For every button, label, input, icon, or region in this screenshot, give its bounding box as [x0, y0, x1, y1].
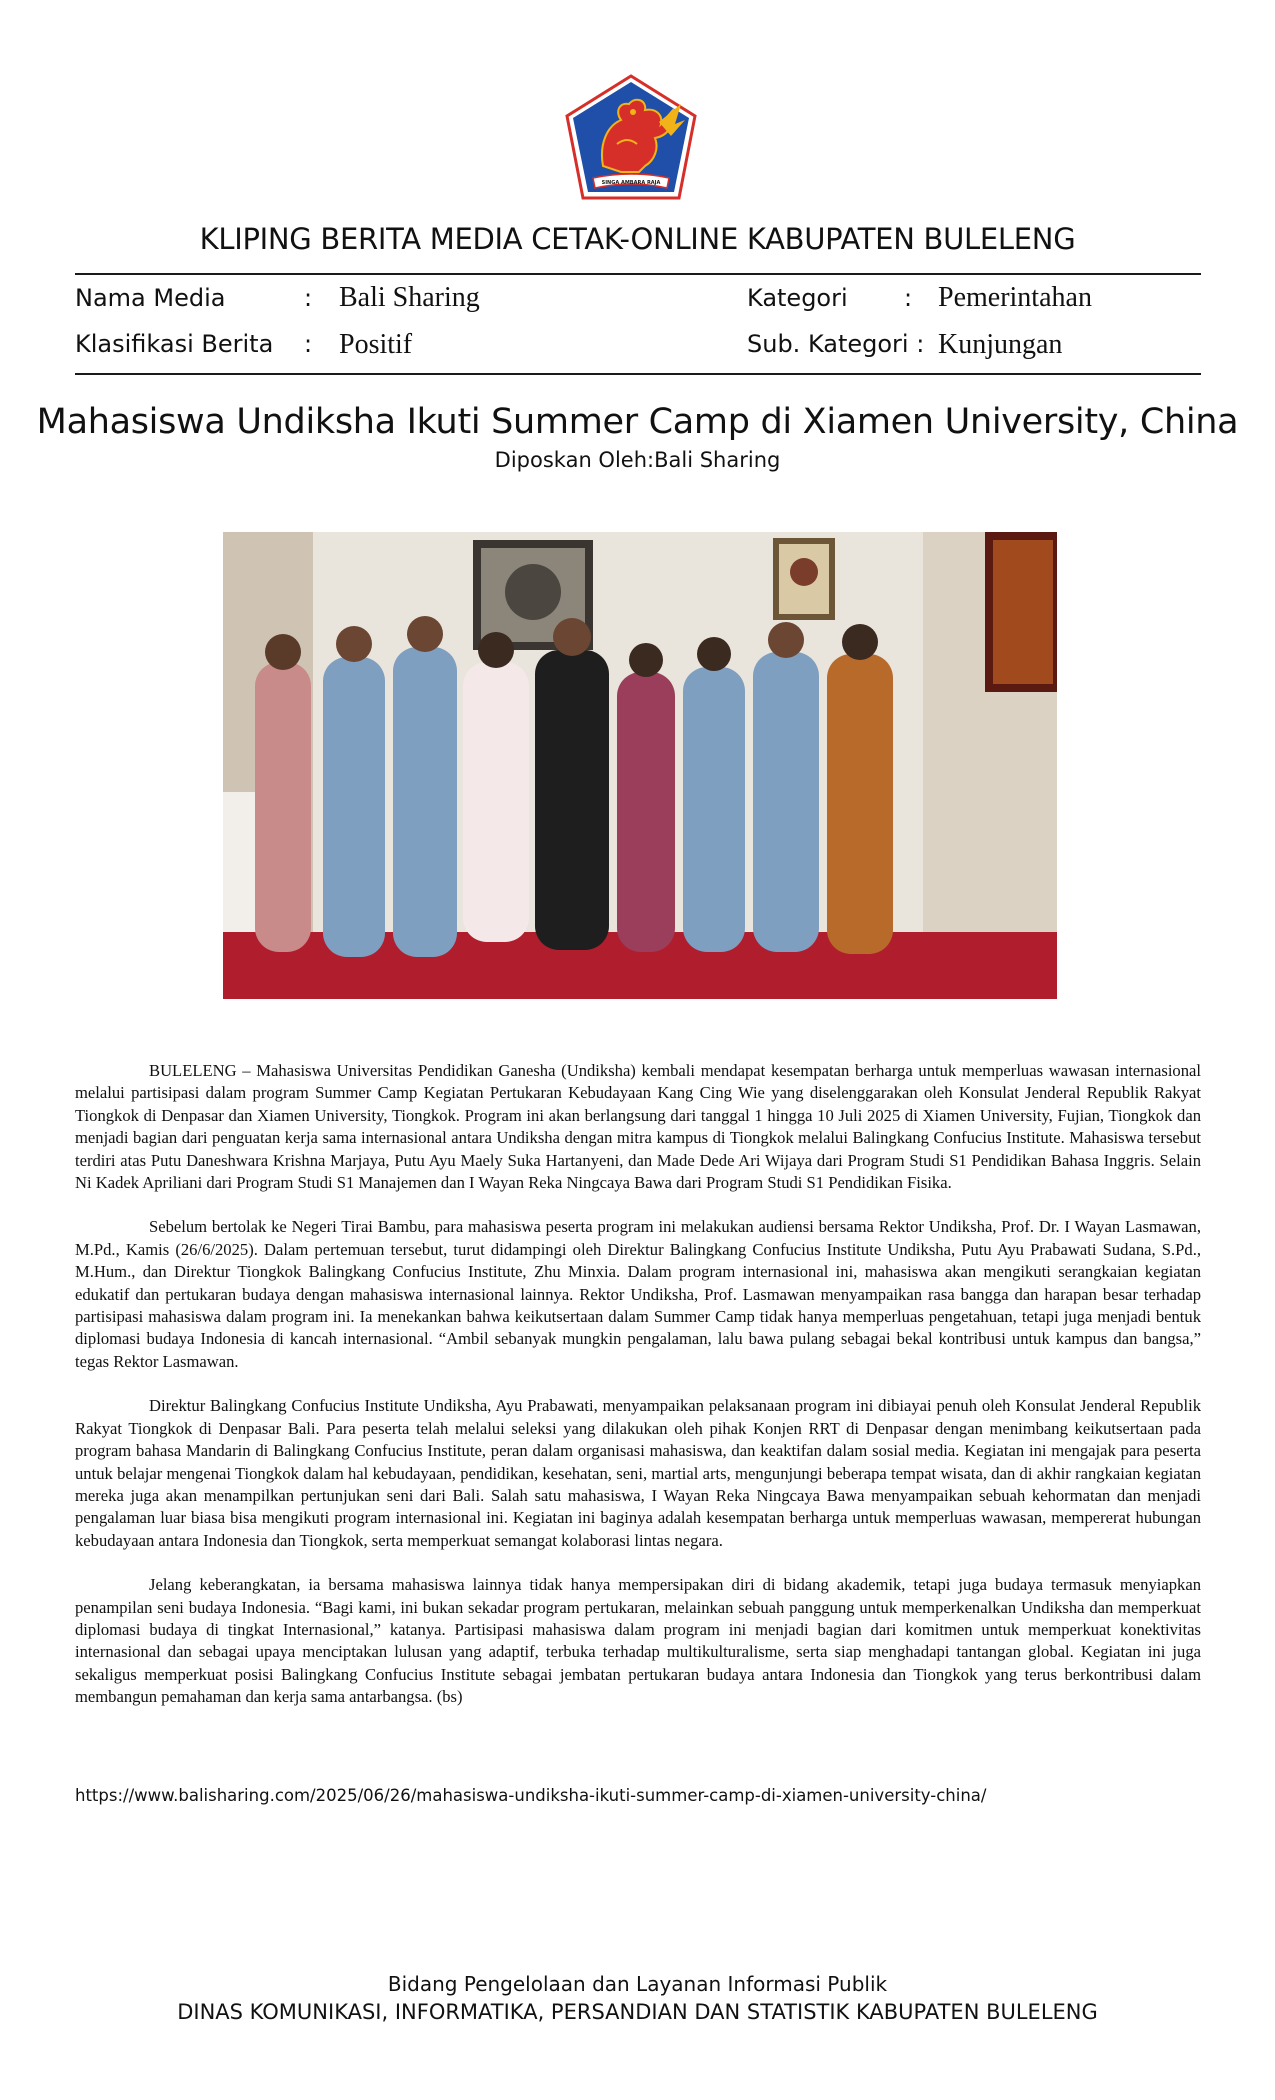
sub-kategori-value: Kunjungan — [938, 329, 1063, 360]
source-url-link[interactable]: https://www.balisharing.com/2025/06/26/mahasiswa-undiksha-ikuti-summer-camp-di-xiamen-university-china/ — [75, 1786, 987, 1805]
sub-kategori-label: Sub. Kategori : — [747, 330, 925, 358]
klasifikasi-value: Positif — [339, 329, 413, 360]
nama-media-colon: : — [304, 284, 313, 312]
klasifikasi-colon: : — [304, 330, 313, 358]
nama-media-label: Nama Media — [75, 284, 226, 312]
footer-dinas: DINAS KOMUNIKASI, INFORMATIKA, PERSANDIAN DAN STATISTIK KABUPATEN BULELENG — [177, 2000, 1098, 2024]
kategori-colon: : — [904, 284, 913, 312]
nama-media-value: Bali Sharing — [339, 282, 480, 313]
klasifikasi-label: Klasifikasi Berita — [75, 330, 274, 358]
article-byline: Diposkan Oleh:Bali Sharing — [494, 448, 781, 472]
article-photo — [223, 532, 1057, 999]
header-rule-top — [75, 273, 1201, 275]
article-paragraph-3: Direktur Balingkang Confucius Institute Undiksha, Ayu Prabawati, menyampaikan pelaksanaan program ini dibiayai penuh oleh Konsulat Jenderal Republik Rakyat Tiongkok di Denpasar Bali. Para peserta telah melalui seleksi yang dilakukan oleh pihak Konjen RRT di Denpasar dengan menimbang keikutsertaan pada program bahasa Mandarin di Balingkang Confucius Institute, peran dalam organisasi mahasiswa, dan keaktifan dalam sosial media. Kegiatan ini mengajak para peserta untuk belajar mengenai Tiongkok dalam hal kebudayaan, pendidikan, kesehatan, seni, martial arts, mengunjungi beberapa tempat wisata, dan di akhir rangkaian kegiatan mereka juga akan menampilkan pertunjukan seni dari Bali. Salah satu mahasiswa, I Wayan Reka Ningcaya Bawa menyampaikan sebuah kehormatan dan menjadi pengalaman luar biasa bisa mengikuti program internasional ini. Kegiatan ini baginya adalah kesempatan berharga untuk memperluas wawasan, mempererat hubungan kebudayaan antara Indonesia dan Tiongkok, serta memperkuat semangat kolaborasi lintas negara. — [75, 1396, 1201, 1550]
article-body — [75, 1060, 1201, 1731]
kategori-value: Pemerintahan — [938, 282, 1092, 313]
article-title: Mahasiswa Undiksha Ikuti Summer Camp di Xiamen University, China — [36, 402, 1239, 442]
article-paragraph-4: Jelang keberangkatan, ia bersama mahasiswa lainnya tidak hanya mempersipakan diri di bidang akademik, tetapi juga budaya termasuk menyiapkan penampilan seni budaya Indonesia. “Bagi kami, ini bukan sekadar program pertukaran, melainkan sebuah panggung untuk memperkenalkan Undiksha dan memperkuat diplomasi budaya di tingkat Internasional,” katanya. Partisipasi mahasiswa dalam program ini menjadi bagian dari komitmen untuk memperkuat konektivitas internasional dan sebagai upaya menciptakan lulusan yang adaptif, terbuka terhadap multikulturalisme, serta siap menghadapi tantangan global. Kegiatan ini juga sekaligus memperkuat posisi Balingkang Confucius Institute sebagai jembatan pertukaran budaya antara Indonesia dan Tiongkok yang terus berkontribusi dalam membangun pemahaman dan kerja sama antarbangsa. (bs) — [75, 1575, 1201, 1707]
footer-bidang: Bidang Pengelolaan dan Layanan Informasi Publik — [387, 1972, 888, 1996]
article-paragraph-1: BULELENG – Mahasiswa Universitas Pendidikan Ganesha (Undiksha) kembali mendapat kesempatan berharga untuk memperluas wawasan internasional melalui partisipasi dalam program Summer Camp Kegiatan Pertukaran Kebudayaan Kang Cing Wie yang diselenggarakan oleh Konsulat Jenderal Republik Rakyat Tiongkok di Denpasar dan Xiamen University, Tiongkok. Program ini akan berlangsung dari tanggal 1 hingga 10 Juli 2025 di Xiamen University, Fujian, Tiongkok dan menjadi bagian dari penguatan kerja sama internasional antara Undiksha dengan mitra kampus di Tiongkok melalui Balingkang Confucius Institute. Mahasiswa tersebut terdiri atas Putu Daneshwara Krishna Marjaya, Putu Ayu Maely Suka Hartanyeni, dan Made Dede Ari Wijaya dari Program Studi S1 Pendidikan Bahasa Inggris. Selain Ni Kadek Apriliani dari Program Studi S1 Manajemen dan I Wayan Reka Ningcaya Bawa dari Program Studi S1 Pendidikan Fisika. — [75, 1061, 1201, 1193]
header-rule-bottom — [75, 373, 1201, 375]
svg-text:SINGA AMBARA RAJA: SINGA AMBARA RAJA — [601, 180, 661, 186]
kliping-header-title: KLIPING BERITA MEDIA CETAK-ONLINE KABUPATEN BULELENG — [199, 222, 1076, 256]
kabupaten-buleleng-logo — [563, 74, 699, 202]
article-paragraph-2: Sebelum bertolak ke Negeri Tirai Bambu, para mahasiswa peserta program ini melakukan audiensi bersama Rektor Undiksha, Prof. Dr. I Wayan Lasmawan, M.Pd., Kamis (26/6/2025). Dalam pertemuan tersebut, turut didampingi oleh Direktur Balingkang Confucius Institute Undiksha, Putu Ayu Prabawati Sudana, S.Pd., M.Hum., dan Direktur Tiongkok Balingkang Confucius Institute, Zhu Minxia. Dalam program internasional ini, mahasiswa akan mengikuti serangkaian kegiatan edukatif dan pertukaran budaya dengan mahasiswa internasional lainnya. Rektor Undiksha, Prof. Lasmawan menyampaikan rasa bangga dan harapan besar terhadap partisipasi mahasiswa dalam program ini. Ia menekankan bahwa keikutsertaan dalam Summer Camp tidak hanya memperluas pengetahuan, tetapi juga menjadi bentuk diplomasi budaya Indonesia di kancah internasional. “Ambil sebanyak mungkin pengalaman, lalu bawa pulang sebagai bekal kontribusi untuk kampus dan bangsa,” tegas Rektor Lasmawan. — [75, 1217, 1201, 1371]
kategori-label: Kategori — [747, 284, 848, 312]
